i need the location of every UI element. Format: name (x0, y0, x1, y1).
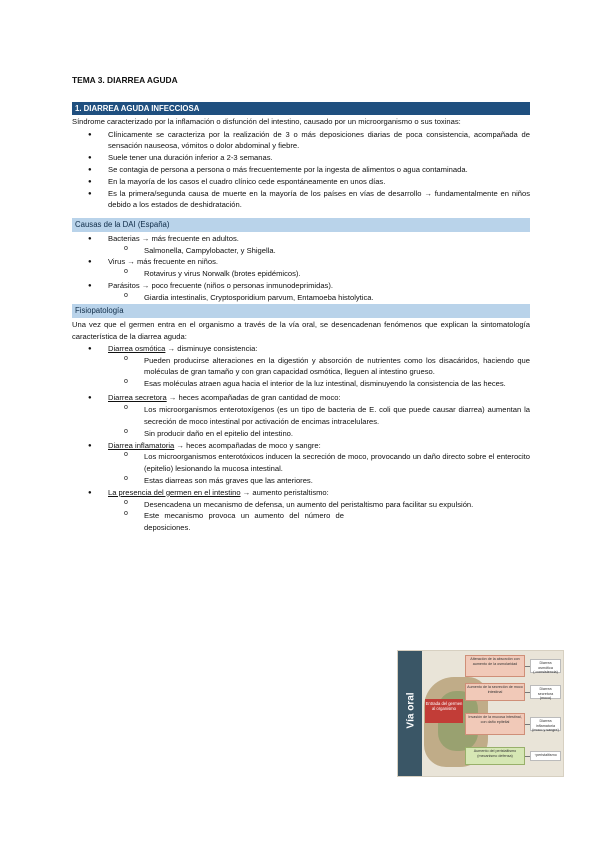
fisio-item-inflamatoria (72, 440, 530, 451)
term: Diarrea osmótica (108, 343, 166, 353)
result-box: Diarrea inflamatoria (moco y sangre) (530, 717, 561, 731)
list-item: ● Se contagia de persona a persona o más frecuentemente por la ingesta de alimentos o agua contaminada. (72, 164, 530, 175)
fisio-subitem: o Desencadena un mecanismo de defensa, un aumento del peristaltismo para facilitar su expulsión. (72, 499, 530, 510)
mechanism-box: Invasión de la mucosa intestinal, con daño epitelial (465, 713, 525, 735)
fisio-subitem: o Los microorganismos enterotóxicos inducen la secreción de moco, provocando un daño directo sobre el enterocito (epitelio) lesionando la mucosa intestinal. (72, 451, 530, 474)
result-box: Diarrea secretora (moco) (530, 685, 561, 699)
list-item: ● En la mayoría de los casos el cuadro clínico cede espontáneamente en unos días. (72, 176, 530, 187)
causes-list (72, 233, 530, 304)
term: La presencia del germen en el intestino (108, 487, 241, 497)
section-header-causas: Causas de la DAI (España) (72, 218, 530, 232)
cause-item: ● Virus → más frecuente en niños. (72, 256, 530, 267)
fisio-intro: Una vez que el germen entra en el organismo a través de la vía oral, se desencadenan fenómenos que explican la sintomatología característica de la diarrea aguda: (72, 320, 530, 341)
cause-subitem: o Rotavirus y virus Norwalk (brotes epidémicos). (72, 268, 530, 279)
doc-title: TEMA 3. DIARREA AGUDA (72, 75, 178, 85)
fisio-subitem: o Esas moléculas atraen agua hacia el interior de la luz intestinal, disminuyendo la consistencia de las heces. (72, 378, 530, 389)
cause-subitem: o Giardia intestinalis, Cryptosporidium parvum, Entamoeba histolytica. (72, 292, 530, 303)
mechanism-box: Aumento del peristaltismo (mecanismo defensa) (465, 747, 525, 765)
intro-paragraph: Síndrome caracterizado por la inflamación o disfunción del intestino, causado por un microorganismo o sus toxinas: (72, 117, 461, 127)
fisio-item-osmotica (72, 343, 530, 354)
list-item: ● Es la primera/segunda causa de muerte en la mayoría de los países en vías de desarrollo → fundamentalmente en niños debido a los estados de deshidratación. (72, 188, 530, 211)
document-page (72, 74, 530, 534)
via-oral-band (398, 651, 422, 776)
term: Diarrea inflamatoria (108, 440, 175, 450)
term-desc: → heces acompañadas de gran cantidad de moco: (166, 393, 341, 403)
term-desc: → heces acompañadas de moco y sangre: (174, 440, 321, 450)
cause-item: ● Parásitos → poco frecuente (niños o personas inmunodeprimidas). (72, 280, 530, 291)
fisio-subitem: o Sin producir daño en el epitelio del intestino. (72, 428, 530, 439)
section-header-infecciosa: 1. DIARREA AGUDA INFECCIOSA (72, 102, 530, 116)
section-header-fisiopatologia: Fisiopatología (72, 304, 530, 318)
physiopathology-figure (397, 650, 564, 777)
fisio-item-peristaltismo (72, 487, 530, 498)
via-oral-label: Vía oral (405, 692, 417, 729)
cause-item: ● Bacterias → más frecuente en adultos. (72, 233, 530, 244)
term-desc: → aumento peristaltismo: (240, 487, 329, 497)
mechanism-box: Aumento de la secreción de moco intestinal (465, 683, 525, 701)
list-item: ● Clínicamente se caracteriza por la realización de 3 o más deposiciones diarias de poca consistencia, acompañada de sensación nauseosa, vómitos o dolor abdominal y fiebre. (72, 129, 530, 152)
intro-bullets (72, 129, 530, 211)
result-box: Diarrea osmótica (↓consistencia) (530, 659, 561, 673)
term-desc: → disminuye consistencia: (165, 343, 258, 353)
cause-subitem: o Salmonella, Campylobacter, y Shigella. (72, 245, 530, 256)
germ-entry-label: Entrada del germen al organismo (425, 699, 463, 723)
fisio-list (72, 343, 530, 533)
term: Diarrea secretora (108, 393, 167, 403)
fisio-item-secretora (72, 392, 530, 403)
fisio-subitem: o Pueden producirse alteraciones en la digestión y absorción de nutrientes como los disacáridos, haciendo que moléculas de gran tamaño y con gran capacidad osmótica, lleguen al intestino grueso. (72, 355, 530, 378)
mechanism-box: Alteración de la absorción con aumento de la osmolaridad (465, 655, 525, 677)
list-item: ● Suele tener una duración inferior a 2-3 semanas. (72, 152, 530, 163)
fisio-subitem: o Estas diarreas son más graves que las anteriores. (72, 475, 530, 486)
result-box: ↑peristaltismo (530, 751, 561, 761)
fisio-subitem: o Los microorganismos enterotoxígenos (es un tipo de bacteria de E. coli que puede causar diarrea) aumentan la secreción de moco intestinal por activación de encimas intracelulares. (72, 404, 530, 427)
fisio-subitem: o Este mecanismo provoca un aumento del número de deposiciones. (72, 510, 344, 533)
